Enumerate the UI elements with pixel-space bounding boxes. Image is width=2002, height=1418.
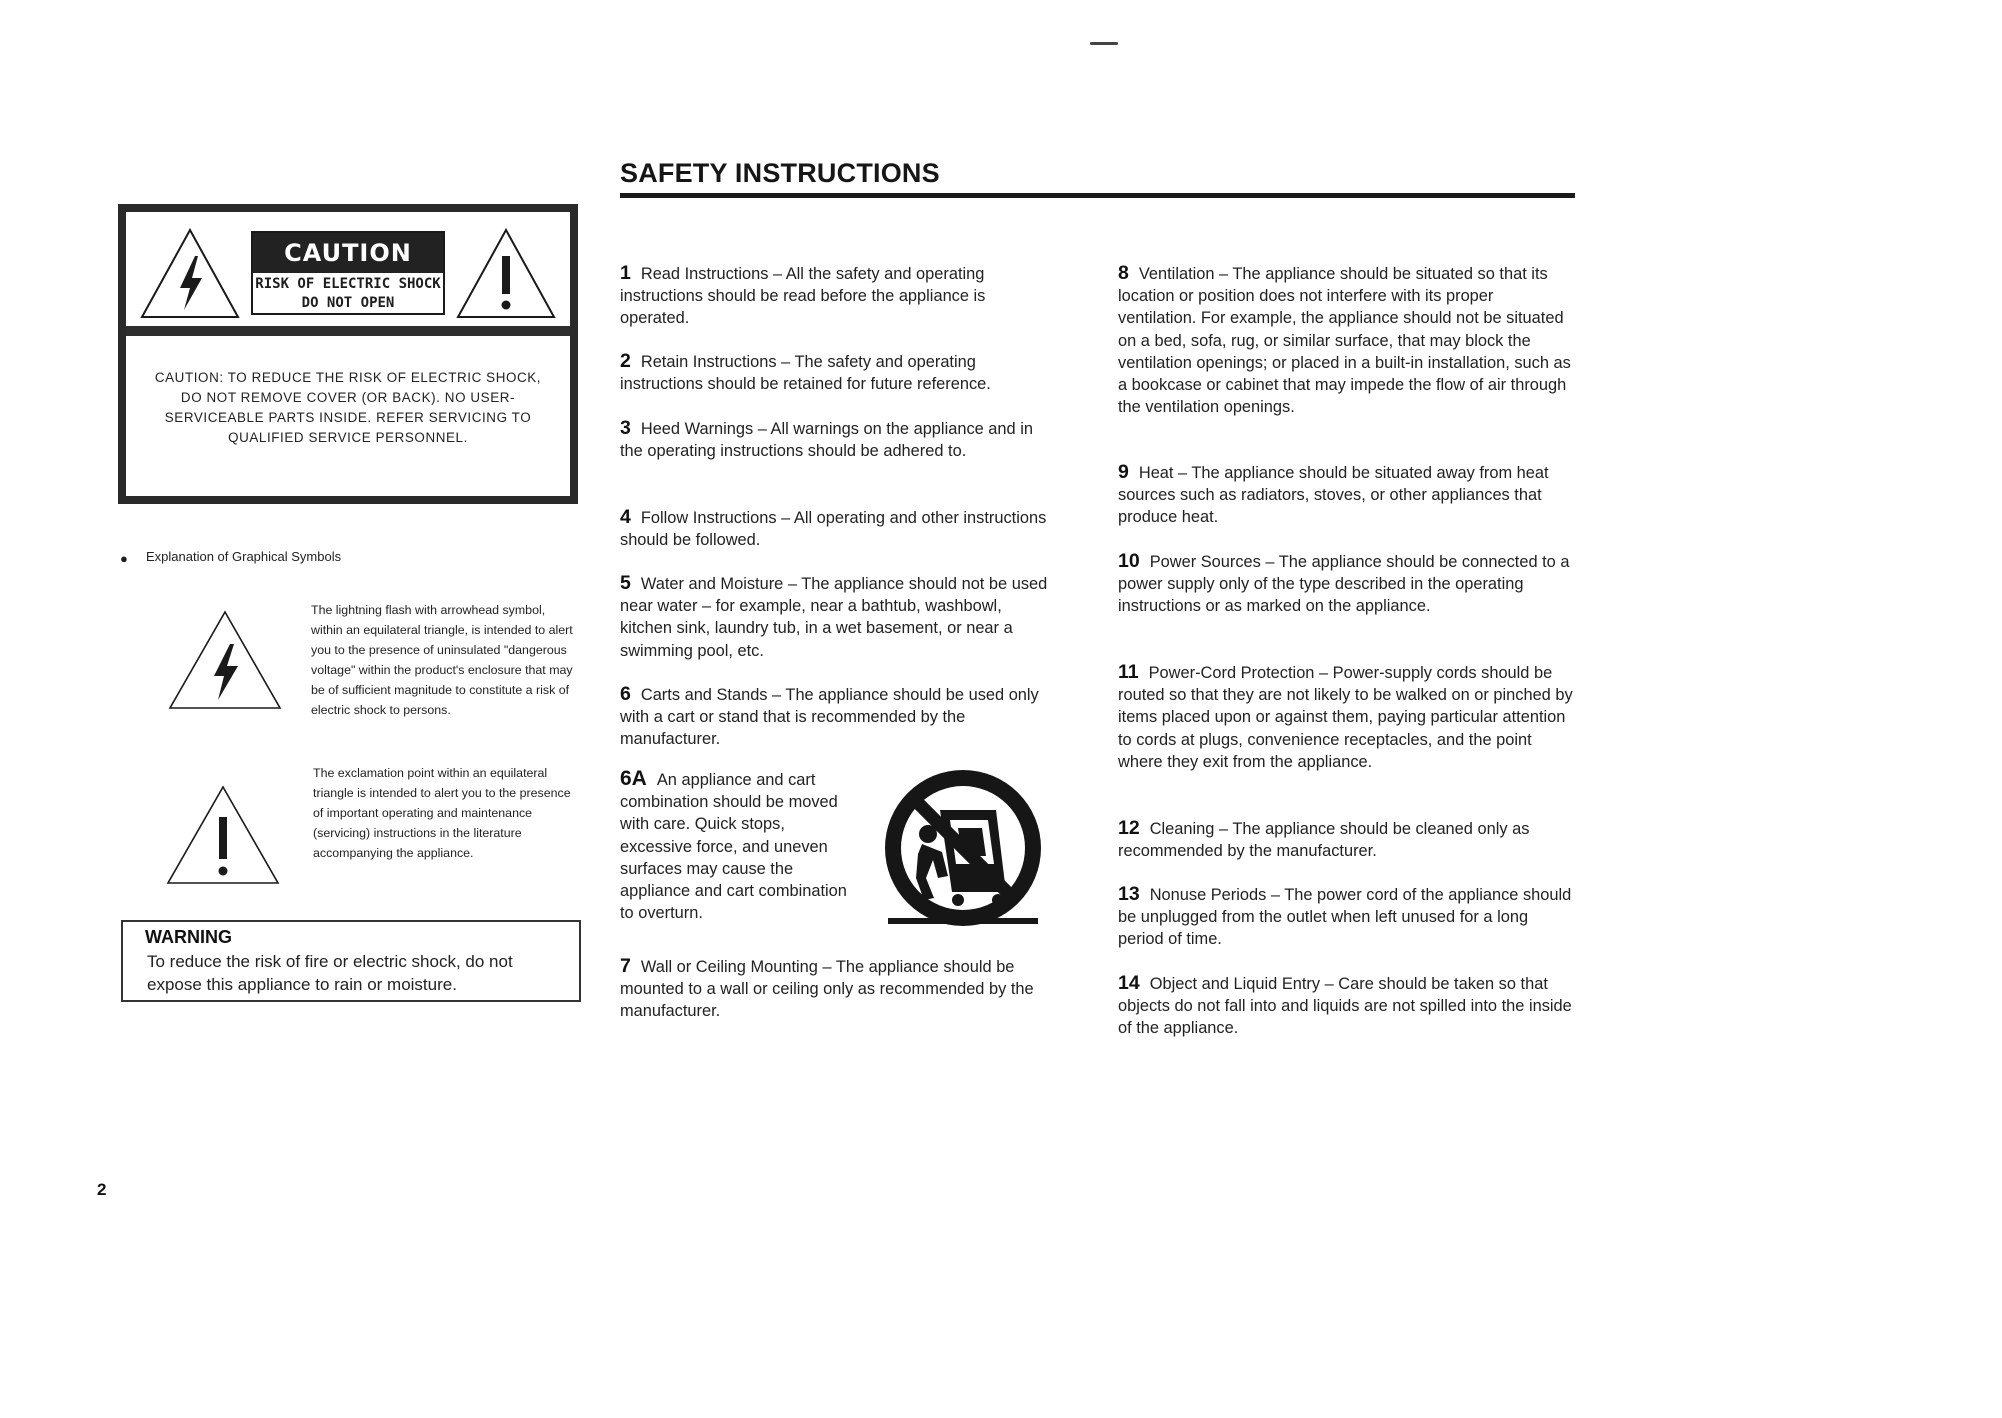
item-number: 4 — [620, 506, 631, 528]
safety-item — [1118, 262, 1574, 418]
item-number: 1 — [620, 262, 631, 284]
item-text: Retain Instructions – The safety and operating instructions should be retained for future reference. — [620, 353, 991, 394]
item-text: Ventilation – The appliance should be situated so that its location or position does not interfere with its proper ventilation. For example, the appliance should not be situated on a bed, sofa, rug, or similar surface, that may block the ventilation openings; or placed in a built-in installation, such as a bookcase or cabinet that may impede the flow of air through the ventilation openings. — [1118, 265, 1571, 417]
exclamation-symbol-explanation: The exclamation point within an equilateral triangle is intended to alert you to the presence of important operating and maintenance (servicing) instructions in the literature accompanying the appliance. — [313, 766, 571, 860]
item-number: 10 — [1118, 550, 1140, 572]
item-number: 14 — [1118, 972, 1140, 994]
safety-item — [1118, 883, 1574, 951]
safety-item — [1118, 972, 1574, 1040]
item-text: Water and Moisture – The appliance should not be used near water – for example, near a bathtub, washbowl, kitchen sink, laundry tub, in a wet basement, or near a swimming pool, etc. — [620, 575, 1048, 660]
safety-item — [620, 955, 1080, 1023]
item-number: 6 — [620, 683, 631, 705]
scan-mark — [1090, 42, 1118, 45]
item-text: Cleaning – The appliance should be cleaned only as recommended by the manufacturer. — [1118, 820, 1530, 861]
exclamation-symbol-icon — [166, 785, 280, 885]
safety-item — [1118, 817, 1574, 862]
lightning-warning-icon — [140, 228, 240, 320]
title-rule — [620, 193, 1575, 198]
symbols-heading: Explanation of Graphical Symbols — [146, 549, 342, 564]
caution-risk-line2: DO NOT OPEN — [301, 295, 395, 311]
item-number: 11 — [1118, 661, 1139, 683]
safety-item — [1118, 661, 1574, 773]
item-number: 13 — [1118, 883, 1140, 905]
item-text: Power Sources – The appliance should be connected to a power supply only of the type described in the operating instructions or as marked on the appliance. — [1118, 553, 1570, 616]
item-text: Heed Warnings – All warnings on the appliance and in the operating instructions should be adhered to. — [620, 420, 1033, 461]
safety-item — [620, 262, 1052, 330]
item-text: Follow Instructions – All operating and other instructions should be followed. — [620, 509, 1047, 550]
safety-item — [1118, 550, 1574, 618]
warning-box — [121, 920, 581, 1002]
safety-item — [620, 506, 1052, 551]
page-title: SAFETY INSTRUCTIONS — [620, 158, 940, 188]
safety-item — [620, 350, 1052, 395]
warning-title: WARNING — [145, 927, 232, 947]
item-number: 3 — [620, 417, 631, 439]
caution-risk-line1: RISK OF ELECTRIC SHOCK — [255, 276, 441, 292]
item-number: 8 — [1118, 262, 1129, 284]
exclamation-warning-icon — [456, 228, 556, 320]
item-text: Nonuse Periods – The power cord of the appliance should be unplugged from the outlet when left unused for a long period of time. — [1118, 886, 1572, 949]
item-number: 7 — [620, 955, 631, 977]
safety-item — [620, 572, 1052, 662]
item-text: Heat – The appliance should be situated away from heat sources such as radiators, stoves, or other appliances that produce heat. — [1118, 464, 1549, 527]
item-text: Read Instructions – All the safety and operating instructions should be read before the appliance is operated. — [620, 265, 986, 328]
item-text: Power-Cord Protection – Power-supply cords should be routed so that they are not likely to be walked on or pinched by items placed upon or against them, paying particular attention to cords at plugs, convenience receptacles, and the point where they exit from the appliance. — [1118, 664, 1573, 771]
item-number: 6A — [620, 767, 647, 790]
caution-word: CAUTION — [253, 233, 443, 273]
item-number: 2 — [620, 350, 631, 372]
caution-divider — [126, 326, 570, 336]
item-text: Wall or Ceiling Mounting – The appliance should be mounted to a wall or ceiling only as recommended by the manufacturer. — [620, 958, 1034, 1021]
item-number: 12 — [1118, 817, 1140, 839]
item-number: 5 — [620, 572, 631, 594]
caution-label — [251, 231, 445, 315]
safety-item — [620, 683, 1052, 751]
bullet-icon: ● — [120, 551, 128, 566]
lightning-symbol-explanation: The lightning flash with arrowhead symbol, within an equilateral triangle, is intended to alert you to the presence of uninsulated "dangerous voltage" within the product's enclosure that may be of sufficient magnitude to constitute a risk of electric shock to persons. — [311, 603, 573, 717]
item-text: Carts and Stands – The appliance should be used only with a cart or stand that is recommended by the manufacturer. — [620, 686, 1039, 749]
item-text: An appliance and cart combination should be moved with care. Quick stops, excessive force, and uneven surfaces may cause the appliance and cart combination to overturn. — [620, 771, 847, 923]
item-text: Object and Liquid Entry – Care should be taken so that objects do not fall into and liquids are not spilled into the inside of the appliance. — [1118, 975, 1572, 1038]
safety-item — [620, 768, 855, 924]
warning-text: To reduce the risk of fire or electric shock, do not expose this appliance to rain or moisture. — [147, 952, 513, 994]
caution-risk-text — [253, 275, 443, 313]
cart-tip-over-icon — [878, 768, 1048, 936]
lightning-symbol-icon — [168, 610, 282, 710]
page-number: 2 — [97, 1180, 107, 1199]
item-number: 9 — [1118, 461, 1129, 483]
safety-item — [620, 417, 1052, 462]
safety-item — [1118, 461, 1574, 529]
caution-statement: CAUTION: TO REDUCE THE RISK OF ELECTRIC SHOCK, DO NOT REMOVE COVER (OR BACK). NO USER-SERVICEABLE PARTS INSIDE. REFER SERVICING TO QUALIFIED SERVICE PERSONNEL. — [154, 370, 542, 445]
